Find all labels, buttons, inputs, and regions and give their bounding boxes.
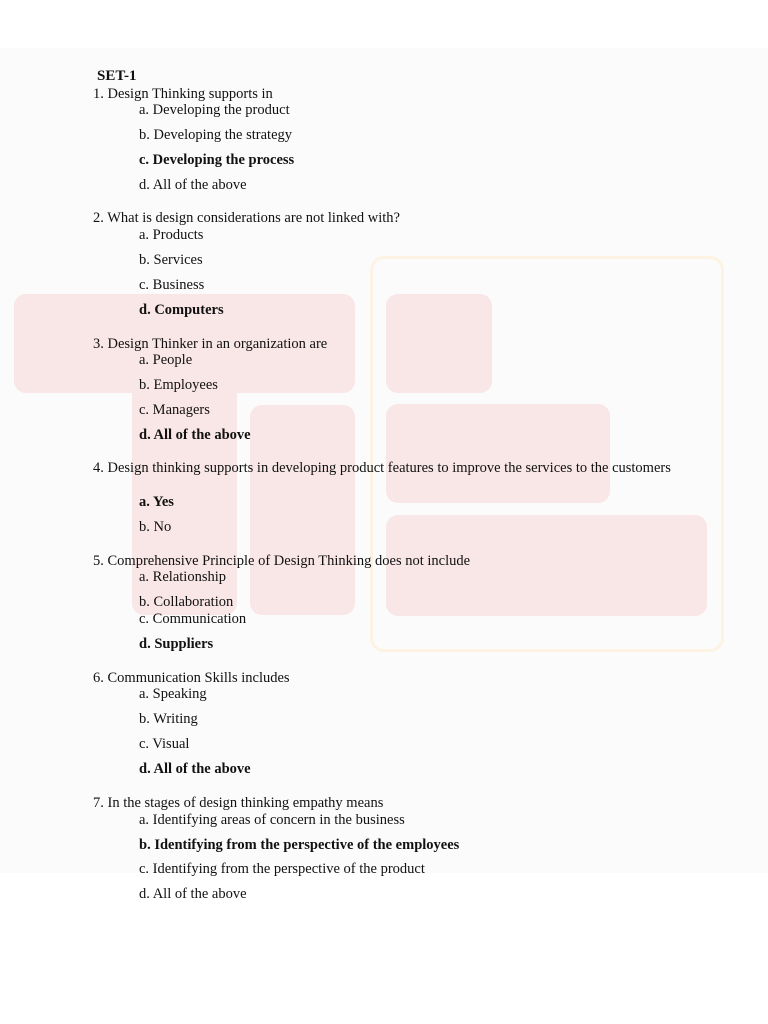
- question-5-option-d: d. Suppliers: [139, 636, 214, 652]
- question-1-option-c: c. Developing the process: [139, 152, 295, 168]
- question-7-option-d: d. All of the above: [139, 886, 247, 902]
- question-5: 5. Comprehensive Principle of Design Thinking does not include: [93, 553, 471, 569]
- question-1-option-a: a. Developing the product: [139, 102, 290, 118]
- question-1-option-d: d. All of the above: [139, 177, 247, 193]
- question-3-option-a: a. People: [139, 352, 193, 368]
- question-3-option-b: b. Employees: [139, 377, 218, 393]
- question-6: 6. Communication Skills includes: [93, 670, 290, 686]
- question-2-option-d: d. Computers: [139, 302, 224, 318]
- question-6-option-a: a. Speaking: [139, 686, 207, 702]
- question-1: 1. Design Thinking supports in: [93, 86, 273, 102]
- question-2: 2. What is design considerations are not linked with?: [93, 210, 400, 226]
- question-5-option-a: a. Relationship: [139, 569, 226, 585]
- question-2-option-a: a. Products: [139, 227, 204, 243]
- question-7-option-b: b. Identifying from the perspective of the employees: [139, 837, 460, 853]
- question-4-option-b: b. No: [139, 519, 172, 535]
- question-3-option-d: d. All of the above: [139, 427, 251, 443]
- question-7-option-a: a. Identifying areas of concern in the business: [139, 812, 405, 828]
- question-7-option-c: c. Identifying from the perspective of the product: [139, 861, 425, 877]
- question-4-option-a: a. Yes: [139, 494, 174, 510]
- question-6-option-d: d. All of the above: [139, 761, 251, 777]
- set-title: SET-1: [97, 68, 137, 84]
- question-3-option-c: c. Managers: [139, 402, 210, 418]
- question-4: 4. Design thinking supports in developing product features to improve the services to the customers: [93, 460, 671, 476]
- question-3: 3. Design Thinker in an organization are: [93, 336, 328, 352]
- question-5-option-b: b. Collaboration: [139, 594, 234, 610]
- question-6-option-b: b. Writing: [139, 711, 198, 727]
- question-6-option-c: c. Visual: [139, 736, 190, 752]
- question-2-option-c: c. Business: [139, 277, 205, 293]
- question-7: 7. In the stages of design thinking empathy means: [93, 795, 384, 811]
- question-2-option-b: b. Services: [139, 252, 203, 268]
- question-5-option-c: c. Communication: [139, 611, 247, 627]
- question-1-option-b: b. Developing the strategy: [139, 127, 293, 143]
